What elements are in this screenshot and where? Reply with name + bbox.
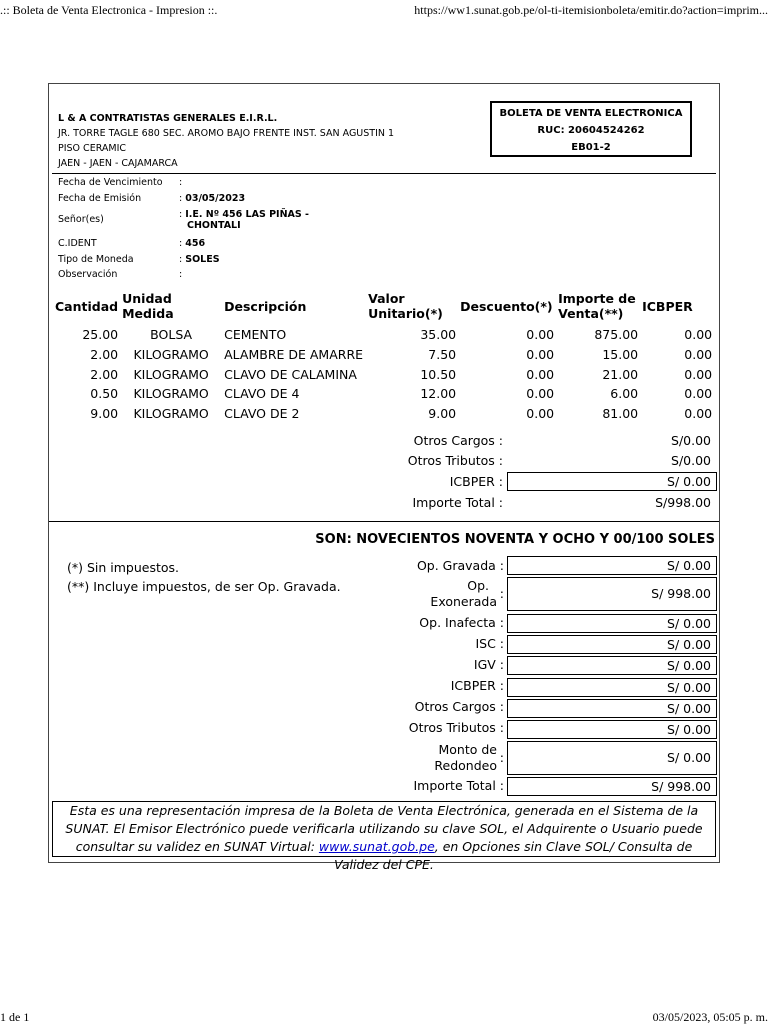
cell-icbper: 0.00 xyxy=(684,386,713,402)
emisor-block xyxy=(58,111,394,171)
info-value: : 03/05/2023 xyxy=(179,193,246,204)
page-count: 1 de 1 xyxy=(0,1010,30,1024)
table-row xyxy=(53,325,714,345)
cell-importe: 6.00 xyxy=(610,386,639,402)
cell-icbper: 0.00 xyxy=(684,366,713,382)
comprobante-ruc: RUC: 20604524262 xyxy=(537,125,645,136)
resumen-label-otros-cargos: Otros Cargos : xyxy=(414,699,504,714)
cell-descripcion: CLAVO DE 2 xyxy=(224,406,300,422)
info-value: : xyxy=(179,177,183,188)
header-divider xyxy=(52,173,716,174)
col-importe: Importe de Venta(**) xyxy=(558,291,636,321)
items-header-row xyxy=(53,287,714,325)
col-icbper: ICBPER xyxy=(642,298,693,314)
resumen-label-monto-redondeo: Monto de Redondeo xyxy=(434,742,497,773)
cell-cantidad: 9.00 xyxy=(90,406,119,422)
subtotal-value-otros-tributos: S/0.00 xyxy=(671,453,711,468)
cell-valor-unitario: 9.00 xyxy=(428,406,457,422)
cell-descripcion: CLAVO DE CALAMINA xyxy=(224,366,357,382)
resumen-value-otros-cargos: S/ 0.00 xyxy=(507,699,717,718)
info-value: : I.E. Nº 456 LAS PIÑAS - xyxy=(179,209,309,220)
subtotal-value-icbper: S/ 0.00 xyxy=(507,472,717,491)
resumen-label-op-gravada: Op. Gravada : xyxy=(416,558,504,573)
resumen-label-icbper: ICBPER : xyxy=(450,678,504,693)
comprobante-serie: EB01-2 xyxy=(571,142,611,153)
cell-descuento: 0.00 xyxy=(526,327,555,342)
browser-url: https://ww1.sunat.gob.pe/ol-ti-itemisionboleta/emitir.do?action=imprim... xyxy=(414,3,768,17)
print-timestamp: 03/05/2023, 05:05 p. m. xyxy=(652,1010,768,1024)
info-value: : 456 xyxy=(179,238,206,249)
note-sin-impuestos: (*) Sin impuestos. xyxy=(67,560,180,575)
subtotal-label-icbper: ICBPER : xyxy=(449,474,503,489)
info-value: : SOLES xyxy=(179,254,220,265)
emisor-address-line2: PISO CERAMIC xyxy=(58,143,127,154)
legal-text-part1: Esta es una representación impresa de la Boleta de Venta Electrónica, generada en el Sistema de la SUNAT. El Emisor Electrónico puede verificarla utilizando su clave SOL, el Adquirente o Usuario puede consultar su validez en SUNAT Virtual: xyxy=(65,803,703,854)
info-value: : xyxy=(179,269,183,280)
cell-descuento: 0.00 xyxy=(526,366,555,382)
resumen-label-importe-total: Importe Total : xyxy=(413,778,504,793)
subtotal-label-otros-tributos: Otros Tributos : xyxy=(407,453,503,468)
resumen-label-igv: IGV : xyxy=(473,657,504,672)
table-row xyxy=(53,365,714,385)
cell-cantidad: 0.50 xyxy=(90,386,119,402)
resumen-value-op-exonerada: S/ 998.00 xyxy=(507,577,717,611)
resumen-value-igv: S/ 0.00 xyxy=(507,656,717,675)
cell-icbper: 0.00 xyxy=(684,346,713,362)
col-unidad: Unidad Medida xyxy=(122,291,174,321)
info-label: Señor(es) xyxy=(58,214,104,225)
resumen-value-monto-redondeo: S/ 0.00 xyxy=(507,741,717,775)
cell-unidad: BOLSA xyxy=(150,327,193,342)
comprobante-type: BOLETA DE VENTA ELECTRONICA xyxy=(499,108,683,119)
cell-valor-unitario: 7.50 xyxy=(428,346,457,362)
table-row xyxy=(53,384,714,404)
cell-icbper: 0.00 xyxy=(684,327,713,342)
info-label: Observación xyxy=(58,269,118,280)
subtotal-label-importe-total: Importe Total : xyxy=(412,495,503,510)
col-valor-unitario: Valor Unitario(*) xyxy=(368,291,443,321)
cell-unidad: KILOGRAMO xyxy=(133,386,209,402)
info-label: Fecha de Emisión xyxy=(58,193,142,204)
resumen-value-importe-total: S/ 998.00 xyxy=(507,777,717,796)
resumen-label-op-inafecta: Op. Inafecta : xyxy=(419,615,504,630)
cell-valor-unitario: 12.00 xyxy=(420,386,457,402)
subtotal-value-importe-total: S/998.00 xyxy=(655,495,711,510)
table-row xyxy=(53,345,714,365)
notes xyxy=(67,558,341,596)
browser-page-title: .:: Boleta de Venta Electronica - Impresion ::. xyxy=(0,3,218,17)
cell-descuento: 0.00 xyxy=(526,386,555,402)
resumen-label-op-exonerada: Op. Exonerada xyxy=(430,578,497,609)
cell-unidad: KILOGRAMO xyxy=(133,366,209,382)
info-label: Fecha de Vencimiento xyxy=(58,177,163,188)
cell-cantidad: 2.00 xyxy=(90,346,119,362)
info-label: Tipo de Moneda xyxy=(58,254,134,265)
resumen-value-otros-tributos: S/ 0.00 xyxy=(507,720,717,739)
totals-divider xyxy=(49,521,719,522)
resumen-label-otros-tributos: Otros Tributos : xyxy=(408,720,504,735)
legal-text-part2: , en Opciones sin Clave SOL/ Consulta de Validez del CPE. xyxy=(334,839,693,872)
items-table xyxy=(53,287,714,424)
cell-descripcion: CEMENTO xyxy=(224,327,287,342)
col-cantidad: Cantidad xyxy=(55,298,119,314)
cell-cantidad: 25.00 xyxy=(82,327,119,342)
cell-valor-unitario: 10.50 xyxy=(420,366,457,382)
cell-importe: 81.00 xyxy=(602,406,639,422)
note-incluye-impuestos: (**) Incluye impuestos, de ser Op. Gravada. xyxy=(67,579,341,594)
comprobante-box xyxy=(490,101,692,157)
cell-descripcion: CLAVO DE 4 xyxy=(224,386,300,402)
resumen-colon: : xyxy=(499,750,504,765)
col-descripcion: Descripción xyxy=(224,298,307,314)
subtotal-value-otros-cargos: S/0.00 xyxy=(671,433,711,448)
resumen-value-op-inafecta: S/ 0.00 xyxy=(507,614,717,633)
cell-descripcion: ALAMBRE DE AMARRE xyxy=(224,346,364,362)
resumen-value-icbper: S/ 0.00 xyxy=(507,678,717,697)
cell-unidad: KILOGRAMO xyxy=(133,406,209,422)
cell-valor-unitario: 35.00 xyxy=(420,327,457,342)
cell-unidad: KILOGRAMO xyxy=(133,346,209,362)
resumen-label-isc: ISC : xyxy=(475,636,504,651)
info-value-line2: CHONTALI xyxy=(187,220,241,231)
resumen-value-op-gravada: S/ 0.00 xyxy=(507,556,717,575)
info-label: C.IDENT xyxy=(58,238,97,249)
emisor-name: L & A CONTRATISTAS GENERALES E.I.R.L. xyxy=(58,113,278,124)
subtotal-label-otros-cargos: Otros Cargos : xyxy=(413,433,503,448)
resumen-colon: : xyxy=(499,586,504,601)
emisor-location: JAEN - JAEN - CAJAMARCA xyxy=(58,158,178,169)
cell-importe: 875.00 xyxy=(594,327,639,342)
boleta-document xyxy=(48,83,720,872)
emisor-address-line1: JR. TORRE TAGLE 680 SEC. AROMO BAJO FRENTE INST. SAN AGUSTIN 1 xyxy=(58,128,395,139)
cell-importe: 15.00 xyxy=(602,346,639,362)
table-row xyxy=(53,404,714,424)
col-descuento: Descuento(*) xyxy=(460,298,553,314)
legal-notice xyxy=(52,801,716,872)
cell-importe: 21.00 xyxy=(602,366,639,382)
amount-in-words: SON: NOVECIENTOS NOVENTA Y OCHO Y 00/100 SOLES xyxy=(315,532,715,547)
cell-descuento: 0.00 xyxy=(526,346,555,362)
cell-icbper: 0.00 xyxy=(684,406,713,422)
resumen-value-isc: S/ 0.00 xyxy=(507,635,717,654)
cell-cantidad: 2.00 xyxy=(90,366,119,382)
cell-descuento: 0.00 xyxy=(526,406,555,422)
sunat-link[interactable]: www.sunat.gob.pe xyxy=(318,839,435,854)
